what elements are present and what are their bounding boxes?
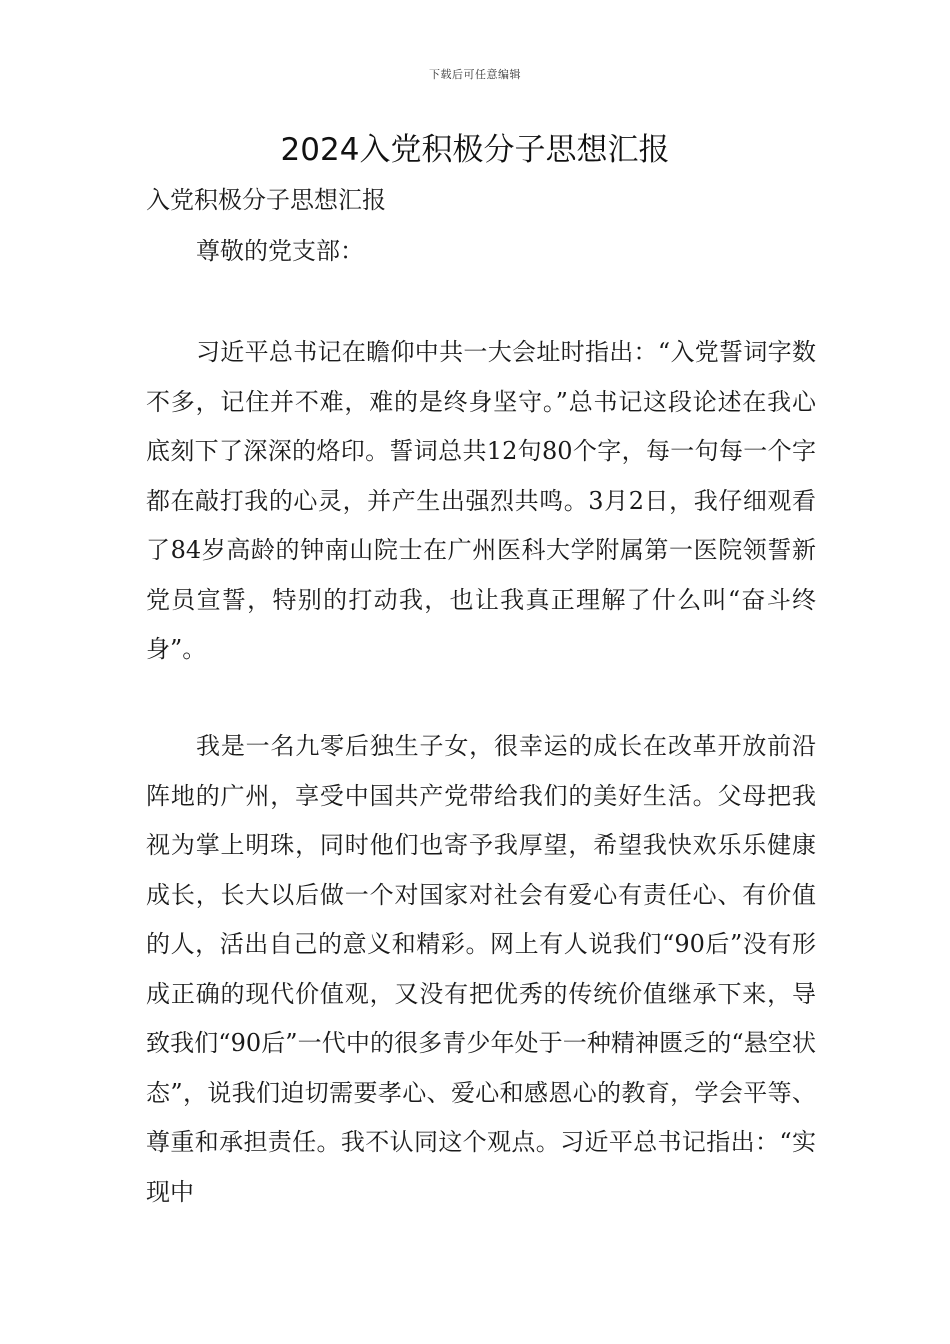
paragraph-2: 我是一名九零后独生子女，很幸运的成长在改革开放前沿阵地的广州，享受中国共产党带给我们的美好生活。父母把我视为掌上明珠，同时他们也寄予我厚望，希望我快欢乐乐健康成长，长大以后做一个对国家对社会有爱心有责任心、有价值的人，活出自己的意义和精彩。网上有人说我们“90后”没有形成正确的现代价值观，又没有把优秀的传统价值继承下来，导致我们“90后”一代中的很多青少年处于一种精神匮乏的“悬空状态”，说我们迫切需要孝心、爱心和感恩心的教育，学会平等、尊重和承担责任。我不认同这个观点。习近平总书记指出：“实现中 — [146, 732, 816, 1206]
document-title: 2024入党积极分子思想汇报 — [280, 132, 670, 168]
paragraph-1: 习近平总书记在瞻仰中共一大会址时指出：“入党誓词字数不多，记住并不难，难的是终身坚守。”总书记这段论述在我心底刻下了深深的烙印。誓词总共12句80个字，每一句每一个字都在敲打我的心灵，并产生出强烈共鸣。3月2日，我仔细观看了84岁高龄的钟南山院士在广州医科大学附属第一医院领誓新党员宣誓，特别的打动我，也让我真正理解了什么叫“奋斗终身”。 — [146, 338, 816, 663]
document-subtitle: 入党积极分子思想汇报 — [146, 186, 386, 214]
salutation: 尊敬的党支部： — [196, 237, 364, 265]
header-note: 下载后可任意编辑 — [429, 68, 521, 81]
